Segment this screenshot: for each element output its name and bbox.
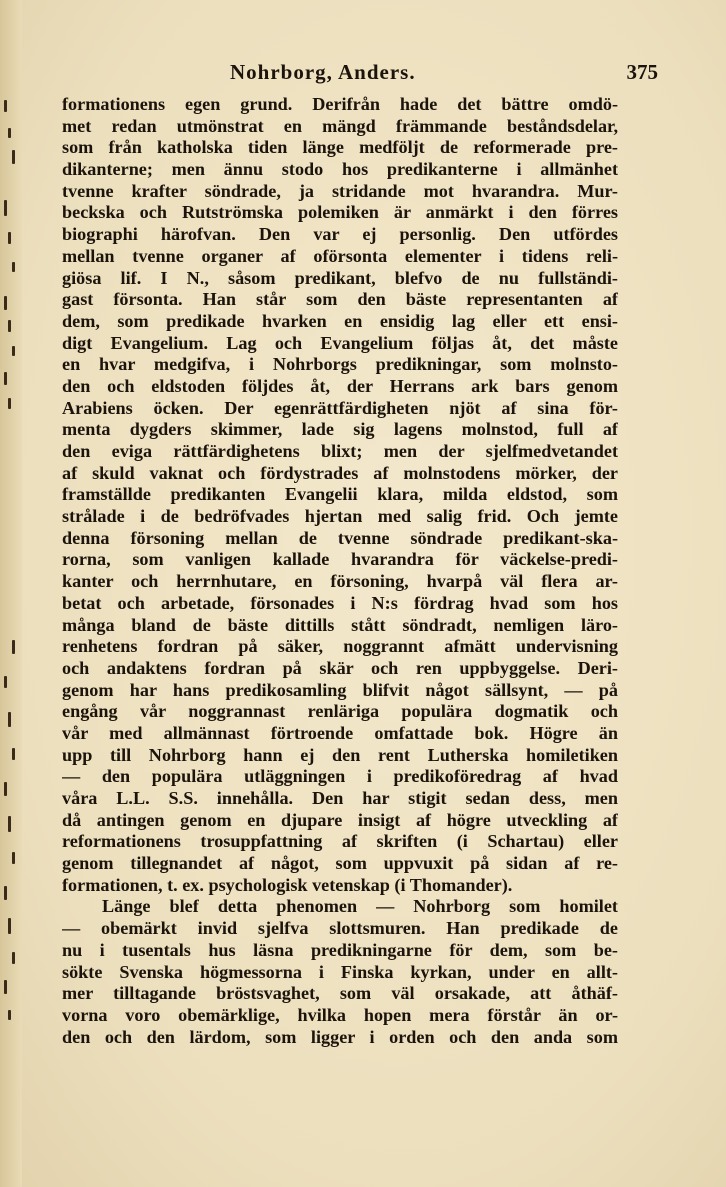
text-line: formationen, t. ex. psychologisk vetenskap (i Thomander). <box>62 874 513 895</box>
text-line: den eviga rättfärdighetens blixt; men der sjelfmedvetandet <box>62 441 618 461</box>
margin-ink-mark <box>12 346 15 356</box>
text-line: denna försoning mellan de tvenne söndrade predikant-ska- <box>62 527 618 548</box>
text-line: den och den lärdom, som ligger i orden och den anda som <box>62 1026 618 1047</box>
page-number: 375 <box>626 60 658 84</box>
text-line: vorna voro obemärklige, hvilka hopen mera förstår än or- <box>62 1004 618 1025</box>
text-line: tvenne krafter söndrade, ja stridande mot hvarandra. Mur- <box>62 180 618 201</box>
margin-ink-mark <box>12 748 15 760</box>
margin-ink-mark <box>8 232 11 244</box>
text-line: våra L.L. S.S. innehålla. Den har stigit sedan dess, men <box>62 788 618 808</box>
margin-ink-mark <box>12 852 15 864</box>
text-line: dikanterne; men ännu stodo hos predikanterne i allmänhet <box>62 159 618 180</box>
text-line: met redan utmönstrat en mängd främmande beståndsdelar, <box>62 115 618 136</box>
margin-ink-mark <box>4 676 7 688</box>
margin-ink-mark <box>4 980 7 994</box>
text-line: — obemärkt invid sjelfva slottsmuren. Han predikade de <box>62 918 618 939</box>
margin-ink-mark <box>12 150 15 164</box>
margin-ink-mark <box>8 128 11 138</box>
text-line: genom tillegnandet af något, som uppvuxit på sidan af re- <box>62 853 618 874</box>
text-line: renhetens fordran på säker, noggrannt afmätt undervisning <box>62 636 618 657</box>
text-line: reformationens trosuppfattning af skriften (i Schartau) eller <box>62 831 618 852</box>
text-line: beckska och Rutströmska polemiken är anmärkt i den förres <box>62 202 618 223</box>
running-header <box>230 60 658 92</box>
text-line: Arabiens öcken. Der egenrättfärdigheten njöt af sina för- <box>62 397 618 418</box>
text-line: en hvar medgifva, i Nohrborgs predikningar, som molnsto- <box>62 354 618 375</box>
text-line: biographi härofvan. Den var ej personlig. Den utfördes <box>62 224 618 245</box>
margin-ink-mark <box>4 200 7 216</box>
text-line: då antingen genom en djupare insigt af högre utveckling af <box>62 809 618 830</box>
text-line: strålade i de bedröfvades hjertan med salig frid. Och jemte <box>62 506 618 527</box>
text-line: dem, som predikade hvarken en ensidig lag eller ett ensi- <box>62 310 618 331</box>
text-line: nu i tusentals hus läsna predikningarne för dem, som be- <box>62 939 618 960</box>
text-line: formationens egen grund. Derifrån hade det bättre omdö- <box>62 94 618 114</box>
margin-ink-mark <box>4 100 7 112</box>
margin-ink-mark <box>8 918 11 934</box>
text-line: den och eldstoden följdes åt, der Herrans ark bars genom <box>62 375 618 396</box>
margin-ink-marks <box>0 0 20 1187</box>
text-line: sökte Svenska högmessorna i Finska kyrkan, under en allt- <box>62 961 618 982</box>
margin-ink-mark <box>4 372 7 385</box>
margin-ink-mark <box>4 782 7 796</box>
text-line: engång vår noggrannast renläriga populära dogmatik och <box>62 701 618 722</box>
text-line: och andaktens fordran på skär och ren uppbyggelse. Deri- <box>62 657 618 678</box>
margin-ink-mark <box>4 886 7 900</box>
text-line: som från katholska tiden länge medföljt de reformerade pre- <box>62 137 618 158</box>
text-line: många bland de bäste dittills stått söndradt, nemligen läro- <box>62 614 618 635</box>
margin-ink-mark <box>12 262 15 272</box>
text-line: framställde predikanten Evangelii klara, milda eldstod, som <box>62 484 618 505</box>
text-line: giösa lif. I N., såsom predikant, blefvo de nu fullständi- <box>62 267 618 288</box>
text-line: gast försonta. Han står som den bäste representanten af <box>62 289 618 310</box>
margin-ink-mark <box>8 1010 11 1020</box>
text-line: menta dygders skimmer, lade sig lagens molnstod, full af <box>62 419 618 440</box>
text-line: mer tilltagande bröstsvaghet, som väl orsakade, att åthäf- <box>62 983 618 1004</box>
margin-ink-mark <box>8 816 11 832</box>
text-line: rorna, som vanligen kallade hvarandra för väckelse-predi- <box>62 549 618 570</box>
text-line: Länge blef detta phenomen — Nohrborg som homilet <box>102 896 618 917</box>
text-line: digt Evangelium. Lag och Evangelium följas åt, det måste <box>62 332 618 353</box>
text-line: kanter och herrnhutare, en försoning, hvarpå väl flera ar- <box>62 571 618 592</box>
text-line: vår med allmännast förtroende omfattade bok. Högre än <box>62 722 618 743</box>
text-line: mellan tvenne organer af oförsonta elementer i tidens reli- <box>62 245 618 266</box>
text-line: — den populära utläggningen i predikoföredrag af hvad <box>62 766 618 787</box>
margin-ink-mark <box>12 952 15 964</box>
margin-ink-mark <box>4 296 7 310</box>
text-line: af skuld vaknat och fördystrades af molnstodens mörker, der <box>62 462 618 483</box>
header-title: Nohrborg, Anders. <box>230 60 416 84</box>
margin-ink-mark <box>8 712 11 727</box>
body-text <box>62 94 618 1048</box>
text-line: betat och arbetade, försonades i N:s fördrag hvad som hos <box>62 592 618 613</box>
margin-ink-mark <box>8 320 11 332</box>
text-line: upp till Nohrborg hann ej den rent Lutherska homiletiken <box>62 744 618 765</box>
text-line: genom har hans predikosamling blifvit något sällsynt, — på <box>62 679 618 700</box>
margin-ink-mark <box>12 640 15 654</box>
margin-ink-mark <box>8 398 11 409</box>
